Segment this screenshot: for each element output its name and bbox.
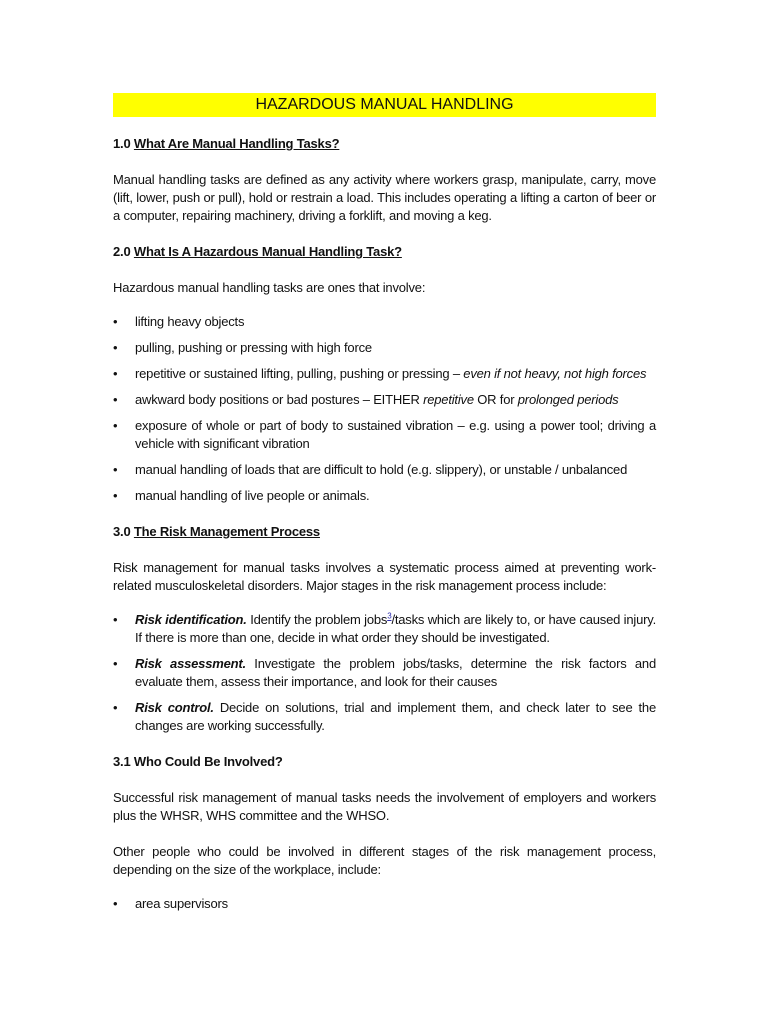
footnote-link[interactable]: 3 — [387, 611, 392, 621]
section-3-number: 3.0 — [113, 524, 131, 539]
list-item-emphasis: repetitive — [423, 392, 474, 407]
stage-label: Risk control. — [135, 700, 214, 715]
list-item-text: lifting heavy objects — [135, 314, 245, 329]
list-item — [113, 313, 656, 331]
bullet-glyph: • — [113, 656, 118, 671]
list-item — [113, 699, 656, 735]
section-3-heading-text: The Risk Management Process — [133, 524, 320, 539]
list-item — [113, 655, 656, 691]
list-item-text: Identify the problem jobs — [246, 612, 388, 627]
bullet-glyph: • — [113, 418, 118, 433]
list-item-emphasis: prolonged periods — [517, 392, 619, 407]
bullet-glyph: • — [113, 366, 118, 381]
stage-label: Risk assessment. — [135, 656, 246, 671]
list-item-text: pulling, pushing or pressing with high force — [135, 340, 372, 355]
list-item-text: OR for — [473, 392, 518, 407]
section-1-heading-text: What Are Manual Handling Tasks? — [133, 136, 340, 151]
bullet-glyph: • — [113, 314, 118, 329]
section-1-number: 1.0 — [113, 136, 131, 151]
list-item-text: Decide on solutions, trial and implement them, and check later to see the changes are working successfully. — [135, 700, 656, 733]
list-item-text: manual handling of live people or animals. — [135, 488, 370, 503]
section-3-1-paragraph-1: Successful risk management of manual tasks needs the involvement of employers and workers plus the WHSR, WHS committee and the WHSO. — [113, 790, 656, 823]
document-content — [113, 93, 656, 913]
bullet-glyph: • — [113, 700, 118, 715]
list-item-text: Investigate the problem jobs/tasks, determine the risk factors and evaluate them, assess their importance, and look for their causes — [135, 656, 656, 689]
section-3-paragraph: Risk management for manual tasks involves a systematic process aimed at preventing work-related musculoskeletal disorders. Major stages in the risk management process include: — [113, 560, 656, 593]
list-item — [113, 461, 656, 479]
bullet-glyph: • — [113, 488, 118, 503]
list-item — [113, 611, 656, 647]
section-2-heading-text: What Is A Hazardous Manual Handling Task? — [133, 244, 402, 259]
bullet-glyph: • — [113, 896, 118, 911]
involved-people-list — [113, 895, 656, 913]
list-item-text: awkward body positions or bad postures – EITHER — [135, 392, 424, 407]
list-item — [113, 417, 656, 453]
list-item-text: manual handling of loads that are difficult to hold (e.g. slippery), or unstable / unbalanced — [135, 462, 628, 477]
section-3-heading — [113, 523, 656, 541]
risk-stage-list — [113, 611, 656, 735]
list-item — [113, 895, 656, 913]
bullet-glyph: • — [113, 612, 118, 627]
hazard-list — [113, 313, 656, 505]
list-item-text: area supervisors — [135, 896, 228, 911]
section-2-number: 2.0 — [113, 244, 131, 259]
list-item — [113, 487, 656, 505]
section-1-paragraph: Manual handling tasks are defined as any activity where workers grasp, manipulate, carry, move (lift, lower, push or pull), hold or restrain a load. This includes operating a lifting a carton of beer or a computer, repairing machinery, driving a forklift, and moving a keg. — [113, 172, 656, 223]
section-2-intro: Hazardous manual handling tasks are ones that involve: — [113, 280, 426, 295]
section-2-heading — [113, 243, 656, 261]
bullet-glyph: • — [113, 462, 118, 477]
document-title: HAZARDOUS MANUAL HANDLING — [113, 93, 656, 117]
list-item-text: repetitive or sustained lifting, pulling, pushing or pressing – — [135, 366, 464, 381]
list-item — [113, 391, 656, 409]
bullet-glyph: • — [113, 392, 118, 407]
section-3-1-paragraph-2: Other people who could be involved in different stages of the risk management process, depending on the size of the workplace, include: — [113, 844, 656, 877]
list-item-text: exposure of whole or part of body to sustained vibration – e.g. using a power tool; driving a vehicle with significant vibration — [135, 418, 656, 451]
stage-label: Risk identification. — [135, 612, 247, 627]
list-item-text: /tasks which are likely to, or have caused injury. If there is more than one, decide in what order they should be investigated. — [135, 612, 656, 645]
list-item — [113, 339, 656, 357]
list-item-emphasis: even if not heavy, not high forces — [463, 366, 647, 381]
list-item — [113, 365, 656, 383]
section-1-heading — [113, 135, 656, 153]
bullet-glyph: • — [113, 340, 118, 355]
section-3-1-heading: 3.1 Who Could Be Involved? — [113, 754, 283, 769]
